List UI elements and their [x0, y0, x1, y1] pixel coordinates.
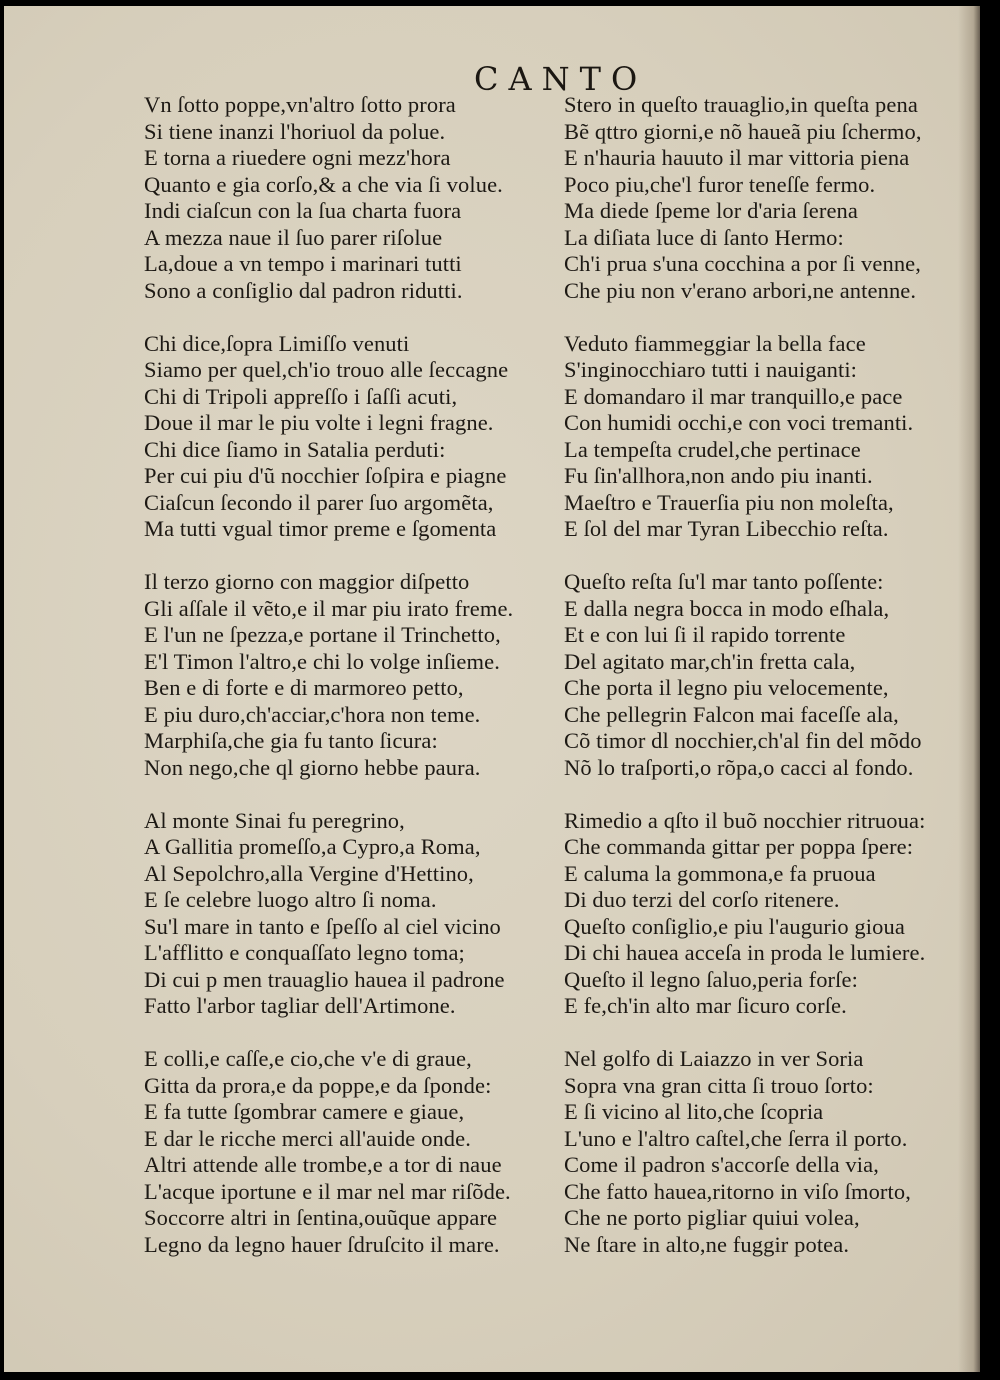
verse-line: E torna a riuedere ogni mezz'hora [144, 145, 451, 170]
verse-line: Marphiſa,che gia fu tanto ſicura: [144, 728, 438, 753]
verse-line: Con humidi occhi,e con voci tremanti. [564, 410, 914, 435]
verse-line: E n'hauria hauuto il mar vittoria piena [564, 145, 910, 170]
verse-line: E l'un ne ſpezza,e portane il Trinchetto, [144, 622, 501, 647]
verse-line: A mezza naue il ſuo parer riſolue [144, 224, 443, 250]
verse-line: Che pellegrin Falcon mai faceſſe ala, [564, 701, 899, 727]
verse-line: Stero in queſto trauaglio,in queſta pena [564, 92, 918, 117]
stanza [564, 569, 978, 781]
verse-line: L'uno e l'altro caſtel,che ſerra il porto. [564, 1125, 908, 1151]
verse-line: Ma tutti vgual timor preme e ſgomenta [144, 516, 497, 541]
verse-line: Non nego,che ql giorno hebbe paura. [144, 754, 481, 780]
stanza [144, 1046, 562, 1258]
verse-line: Sopra vna gran citta ſi trouo ſorto: [564, 1072, 874, 1098]
verse-line: E dar le ricche merci all'auide onde. [144, 1125, 471, 1151]
stanza [564, 331, 978, 543]
verse-line: Gli aſſale il vẽto,e il mar piu irato freme. [144, 595, 514, 621]
verse-line: Ben e di forte e di marmoreo petto, [144, 675, 464, 700]
verse-line: Per cui piu d'ũ nocchier ſoſpira e piagne [144, 463, 507, 488]
verse-line: Si tiene inanzi l'horiuol da polue. [144, 118, 446, 144]
verse-line: E fa tutte ſgombrar camere e giaue, [144, 1099, 465, 1124]
verse-line: Nel golfo di Laiazzo in ver Soria [564, 1046, 864, 1071]
verse-line: L'acque iportune e il mar nel mar riſõde. [144, 1178, 511, 1204]
verse-line: Ciaſcun ſecondo il parer ſuo argomẽta, [144, 489, 494, 515]
verse-line: E caluma la gommona,e fa pruoua [564, 860, 876, 886]
stanza [564, 92, 978, 304]
verse-line: Ch'i prua s'una cocchina a por ſi venne, [564, 251, 921, 276]
verse-line: Veduto fiammeggiar la bella face [564, 330, 866, 356]
verse-line: Et e con lui ſi il rapido torrente [564, 622, 846, 647]
verse-line: Al monte Sinai fu peregrino, [144, 807, 405, 833]
verse-line: Queſto conſiglio,e piu l'augurio gioua [564, 913, 905, 939]
verse-line: Queſto il legno ſaluo,peria forſe: [564, 966, 858, 992]
stanza [564, 1046, 978, 1258]
verse-line: Al Sepolchro,alla Vergine d'Hettino, [144, 860, 474, 886]
verse-line: E ſi vicino al lito,che ſcopria [564, 1099, 824, 1124]
verse-line: E fe,ch'in alto mar ſicuro corſe. [564, 993, 847, 1018]
verse-line: Che ne porto pigliar quiui volea, [564, 1205, 860, 1230]
verse-line: Indi ciaſcun con la ſua charta fuora [144, 198, 462, 223]
verse-line: Queſto reſta ſu'l mar tanto poſſente: [564, 569, 884, 594]
verse-line: Vn ſotto poppe,vn'altro ſotto prora [144, 92, 456, 117]
verse-line: Fu ſin'allhora,non ando piu inanti. [564, 463, 873, 488]
verse-line: E dalla negra bocca in modo eſhala, [564, 595, 890, 621]
verse-line: Chi di Tripoli appreſſo i ſaſſi acuti, [144, 383, 458, 409]
verse-line: Ne ſtare in alto,ne fuggir potea. [564, 1231, 850, 1257]
verse-line: Bẽ qttro giorni,e nõ haueã piu ſchermo, [564, 118, 922, 144]
verse-line: Nõ lo traſporti,o rõpa,o cacci al fondo. [564, 754, 914, 780]
verse-line: Fatto l'arbor tagliar dell'Artimone. [144, 993, 456, 1018]
verse-line: E'l Timon l'altro,e chi lo volge inſieme. [144, 648, 500, 674]
verse-line: Che porta il legno piu velocemente, [564, 675, 889, 700]
verse-line: E piu duro,ch'acciar,c'hora non teme. [144, 701, 481, 727]
page-header: CANTO [474, 60, 648, 98]
verse-line: Che commanda gittar per poppa ſpere: [564, 834, 914, 859]
verse-line: Rimedio a qſto il buõ nocchier ritruoua: [564, 807, 926, 833]
verse-line: Cõ timor dl nocchier,ch'al fin del mõdo [564, 728, 922, 753]
verse-line: Che piu non v'erano arbori,ne antenne. [564, 277, 917, 303]
verse-line: Gitta da prora,e da poppe,e da ſponde: [144, 1072, 492, 1098]
verse-line: La,doue a vn tempo i marinari tutti [144, 251, 462, 276]
verse-line: Poco piu,che'l furor teneſſe fermo. [564, 171, 876, 197]
verse-line: Maeſtro e Trauerſia piu non moleſta, [564, 489, 894, 515]
left-column [144, 92, 562, 1285]
verse-line: Come il padron s'accorſe della via, [564, 1152, 879, 1177]
verse-line: Su'l mare in tanto e ſpeſſo al ciel vicino [144, 913, 501, 939]
book-page [4, 6, 980, 1372]
stanza [144, 569, 562, 781]
right-column [564, 92, 978, 1285]
verse-line: E colli,e caſſe,e cio,che v'e di graue, [144, 1046, 472, 1071]
verse-line: Che fatto hauea,ritorno in viſo ſmorto, [564, 1178, 911, 1204]
verse-line: Di duo terzi del corſo ritenere. [564, 887, 840, 912]
stanza [144, 808, 562, 1020]
verse-line: E ſol del mar Tyran Libecchio reſta. [564, 516, 889, 541]
verse-line: Di chi hauea acceſa in proda le lumiere. [564, 940, 926, 965]
verse-line: Di cui p men trauaglio hauea il padrone [144, 966, 505, 992]
stanza [144, 92, 562, 304]
verse-line: La diſiata luce di ſanto Hermo: [564, 224, 844, 250]
verse-line: Chi dice ſiamo in Satalia perduti: [144, 436, 446, 462]
stanza [564, 808, 978, 1020]
verse-line: Del agitato mar,ch'in fretta cala, [564, 648, 856, 674]
verse-line: Doue il mar le piu volte i legni fragne. [144, 410, 494, 435]
verse-line: La tempeſta crudel,che pertinace [564, 436, 861, 462]
verse-line: A Gallitia promeſſo,a Cypro,a Roma, [144, 834, 481, 859]
verse-line: Quanto e gia corſo,& a che via ſi volue. [144, 171, 503, 197]
verse-line: Sono a conſiglio dal padron ridutti. [144, 277, 463, 303]
verse-line: E domandaro il mar tranquillo,e pace [564, 383, 903, 409]
verse-line: Il terzo giorno con maggior diſpetto [144, 569, 470, 594]
stanza [144, 331, 562, 543]
verse-line: Chi dice,ſopra Limiſſo venuti [144, 330, 410, 356]
verse-line: E ſe celebre luogo altro ſi noma. [144, 887, 437, 912]
verse-line: Altri attende alle trombe,e a tor di naue [144, 1152, 502, 1177]
verse-line: Siamo per quel,ch'io trouo alle ſeccagne [144, 357, 509, 382]
verse-line: Soccorre altri in ſentina,ouũque appare [144, 1205, 498, 1230]
verse-line: Ma diede ſpeme lor d'aria ſerena [564, 198, 858, 223]
verse-line: Legno da legno hauer ſdruſcito il mare. [144, 1231, 500, 1257]
verse-line: L'afflitto e conquaſſato legno toma; [144, 940, 465, 965]
verse-line: S'inginocchiaro tutti i nauiganti: [564, 357, 858, 382]
